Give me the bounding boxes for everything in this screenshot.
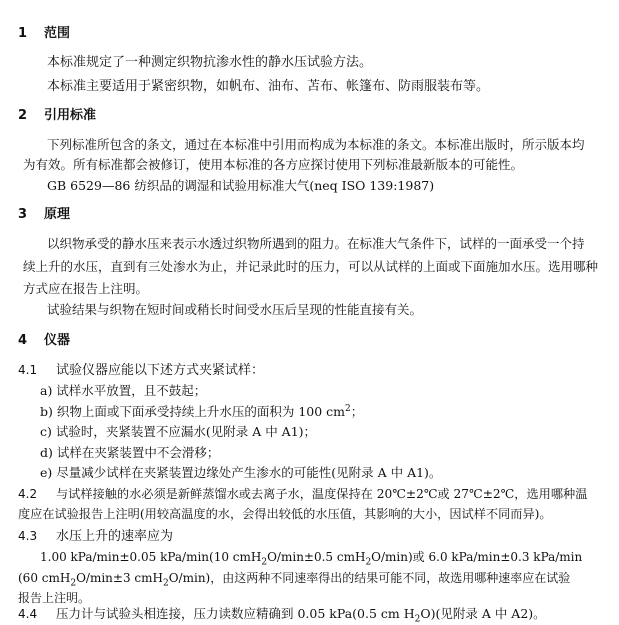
- h2o-subscript: 2: [70, 578, 77, 589]
- clause-text: 水压上升的速率应为: [56, 529, 174, 544]
- section-2-paragraph-line-1: 下列标准所包含的条文，通过在本标准中引用而构成为本标准的条文。本标准出版时，所示版本均: [47, 137, 585, 152]
- section-1-paragraph-2: 本标准主要适用于紧密织物，如帆布、油布、苫布、帐篷布、防雨服装布等。: [47, 79, 490, 94]
- clause-4-3-rate-line-2: [18, 570, 571, 589]
- section-3-paragraph-2: 试验结果与织物在短时间或稍长时间受水压后呈现的性能直接有关。: [47, 302, 423, 317]
- section-number: 4: [18, 333, 28, 348]
- section-3-paragraph-line-3: 方式应在报告上注明。: [23, 281, 149, 296]
- section-title: 仪器: [44, 333, 71, 348]
- rate-part-b: O/min±0.5 cmH: [267, 550, 366, 564]
- section-3-paragraph-line-2: 续上升的水压，直到有三处渗水为止，并记录此时的压力，可以从试样的上面或下面施加水压。选用哪种: [23, 259, 599, 274]
- clause-number: 4.1: [18, 363, 38, 377]
- h2o-subscript: 2: [162, 578, 169, 589]
- clause-4-1-item-c: c) 试验时，夹紧装置不应漏水(见附录 A 中 A1)；: [40, 424, 317, 439]
- h2o-subscript: 2: [365, 557, 372, 568]
- clause-number: 4.2: [18, 487, 38, 501]
- rate-part-c: O/min)或 6.0 kPa/min±0.3 kPa/min: [371, 550, 583, 564]
- rate-part-a: 1.00 kPa/min±0.05 kPa/min(10 cmH: [40, 550, 262, 564]
- clause-4-4: [18, 606, 546, 625]
- section-1-paragraph-1: 本标准规定了一种测定织物抗渗水性的静水压试验方法。: [47, 55, 373, 70]
- clause-4-3: [18, 528, 173, 545]
- clause-4-2-line-1: [18, 486, 587, 502]
- section-title: 引用标准: [44, 108, 97, 123]
- clause-4-3-rate-line-1: [40, 549, 583, 568]
- item-b-text: b) 织物上面或下面承受持续上升水压的面积为 100 cm: [40, 404, 346, 419]
- clause-4-1-item-d: d) 试样在夹紧装置中不会滑移；: [40, 445, 220, 460]
- rate-part-b: O/min±3 cmH: [76, 571, 163, 585]
- clause-number: 4.3: [18, 529, 38, 543]
- clause-number: 4.4: [18, 607, 38, 621]
- h2o-subscript: 2: [414, 614, 421, 625]
- section-title: 范围: [44, 26, 71, 41]
- clause-4-2-line-2: 度应在试验报告上注明(用较高温度的水，会得出较低的水压值，其影响的大小，因试样不同而异)。: [18, 507, 552, 521]
- clause-text: 与试样接触的水必须是新鲜蒸馏水或去离子水，温度保持在 20℃±2℃或 27℃±2℃，选用哪种温: [56, 487, 588, 501]
- clause-4-1-item-a: a) 试样水平放置，且不鼓起；: [40, 383, 207, 398]
- section-3-paragraph-line-1: 以织物承受的静水压来表示水透过织物所遇到的阻力。在标准大气条件下，试样的一面承受一个持: [47, 236, 585, 251]
- section-number: 1: [18, 26, 28, 41]
- clause-4-1-item-e: e) 尽量减少试样在夹紧装置边缘处产生渗水的可能性(见附录 A 中 A1)。: [40, 465, 442, 480]
- section-number: 3: [18, 207, 28, 222]
- clause-4-1-item-b: [40, 404, 363, 420]
- section-3-heading: [18, 207, 70, 223]
- clause-text-b: O)(见附录 A 中 A2)。: [420, 606, 546, 621]
- h2o-subscript: 2: [261, 557, 268, 568]
- rate-part-c: O/min)，由这两种不同速率得出的结果可能不同，故选用哪种速率应在试验: [168, 571, 571, 585]
- item-b-tail: ；: [350, 404, 364, 419]
- section-2-reference: GB 6529—86 纺织品的调湿和试验用标准大气(neq ISO 139:1987): [47, 178, 435, 193]
- clause-4-1: [18, 362, 264, 379]
- section-title: 原理: [44, 207, 71, 222]
- section-2-heading: [18, 108, 96, 124]
- clause-text-a: 压力计与试验头相连接，压力读数应精确到 0.05 kPa(0.5 cm H: [56, 606, 415, 621]
- clause-text: 试验仪器应能以下述方式夹紧试样：: [56, 363, 265, 378]
- section-1-heading: [18, 26, 70, 42]
- section-4-heading: [18, 333, 70, 349]
- clause-4-3-line-3: 报告上注明。: [18, 591, 91, 605]
- rate-part-a: (60 cmH: [18, 571, 71, 585]
- section-2-paragraph-line-2: 为有效。所有标准都会被修订，使用本标准的各方应探讨使用下列标准最新版本的可能性。: [23, 157, 524, 172]
- item-b-superscript: 2: [345, 403, 351, 414]
- section-number: 2: [18, 108, 28, 123]
